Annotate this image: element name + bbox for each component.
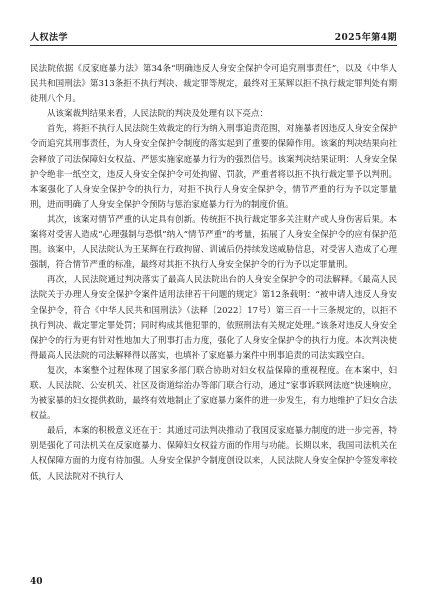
page-number: 40 bbox=[30, 577, 43, 587]
article-body bbox=[30, 62, 397, 485]
issue-label: 2025年第4期 bbox=[334, 33, 397, 43]
paragraph: 再次，人民法院通过判决落实了最高人民法院出台的人身安全保护令的司法解释。《最高人民法院关于办理人身安全保护令案件适用法律若干问题的规定》第12条载明：“被申请人违反人身安全保护令，符合《中华人民共和国刑法》（法释〔2022〕17号）第三百一十三条规定的，以拒不执行判决、裁定罪定罪处罚；同时构成其他犯罪的，依照刑法有关规定处理。”该条对违反人身安全保护令的行为更有针对性地加大了刑事打击力度，强化了人身安全保护令的执行力度。本次判决使得最高人民法院的司法解释得以落实，也填补了家庭暴力案件中刑事追责的司法实践空白。 bbox=[30, 275, 397, 361]
paragraph: 复次，本案整个过程体现了国家多部门联合协助对妇女权益保障的重视程度。在本案中，妇联、人民法院、公安机关、社区及街道综治办等部门联合行动，通过“家事诉联网法庭”快速响应，为被家暴的妇女提供救助，最终有效地制止了家庭暴力案件的进一步发生，有力地维护了妇女合法权益。 bbox=[30, 365, 397, 422]
paragraph: 其次，该案对情节严重的认定具有创新。传统拒不执行裁定罪多关注财产或人身伤害后果。本案将对受害人造成“心理强制与恐惧”纳入“情节严重”的考量，拓展了人身安全保护令的应有保护范围。该案中，人民法院认为王某辉在行政拘留、训诫后仍持续发送威胁信息，对受害人造成了心理强制，符合情节严重的标准，最终对其拒不执行人身安全保护令的行为予以定罪量刑。 bbox=[30, 214, 397, 271]
paragraph: 从该案裁判结果来看，人民法院的判决及处理有以下亮点： bbox=[47, 109, 269, 120]
page-header bbox=[30, 30, 397, 43]
paragraph: 首先，将拒不执行人民法院生效裁定的行为纳入刑事追责范围，对施暴者因违反人身安全保护令而追究其刑事责任，为人身安全保护令制度的落实起到了重要的保障作用。该案的判决结果向社会释放了司法保障妇女权益、严惩实施家庭暴力行为的强烈信号。该案判决结果证明：人身安全保护令绝非一纸空文，违反人身安全保护令可处拘留、罚款，严重者将以拒不执行裁定罪予以判刑。本案强化了人身安全保护令的执行力，对拒不执行人身安全保护令，情节严重的行为予以定罪量刑，进而明确了人身安全保护令预防与惩治家庭暴力行为的制度价值。 bbox=[30, 124, 397, 210]
paragraph: 民法院依据《反家庭暴力法》第34条“明确违反人身安全保护令可追究刑事责任”，以及《中华人民共和国刑法》第313条拒不执行判决、裁定罪等规定，最终对王某辉以拒不执行裁定罪判处有期徒刑八个月。 bbox=[30, 64, 397, 105]
journal-name: 人权法学 bbox=[30, 33, 69, 43]
paragraph: 最后，本案的积极意义还在于：其通过司法判决推动了我国反家庭暴力制度的进一步完善，特别是强化了司法机关在反家庭暴力、保障妇女权益方面的作用与功能。长期以来，我国司法机关在人权保障方面的力度有待加强。人身安全保护令制度创设以来，人民法院人身安全保护令签发率较低，人民法院对不执行人 bbox=[30, 426, 397, 482]
header-divider bbox=[30, 45, 397, 46]
